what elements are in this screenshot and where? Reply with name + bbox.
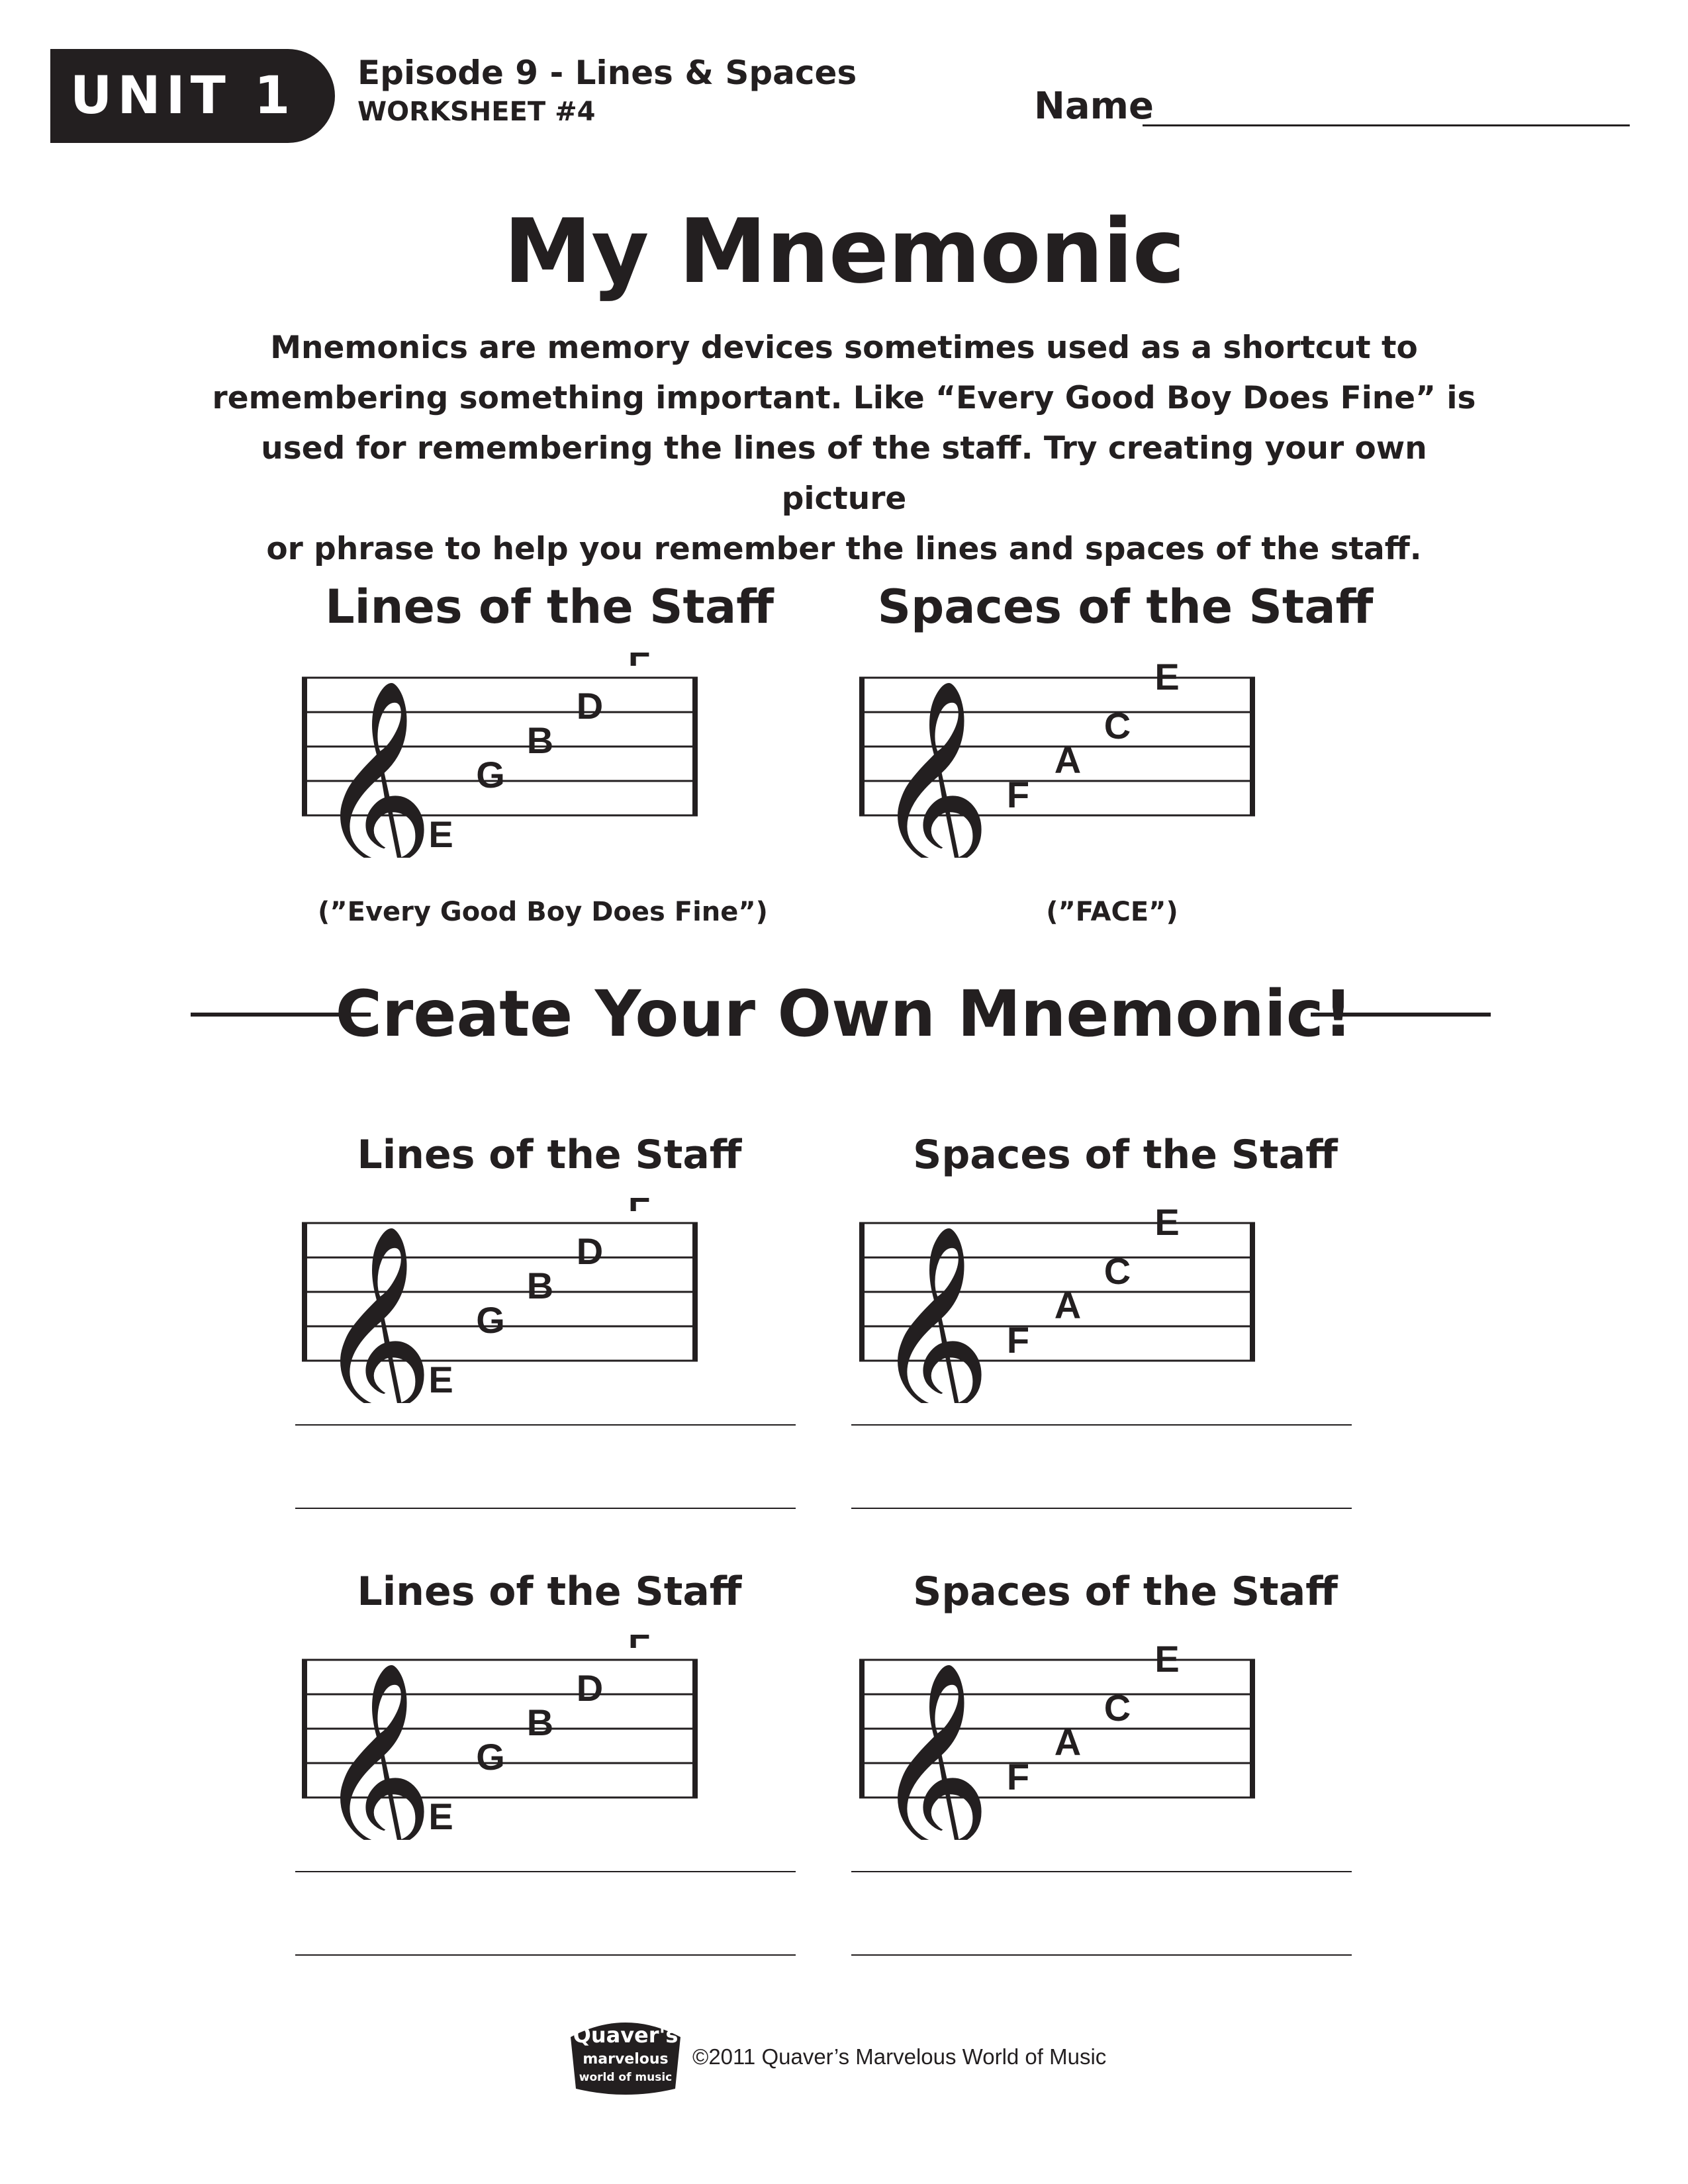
treble-clef-icon: 𝄞 bbox=[316, 1660, 434, 1840]
practice-spaces-heading: Spaces of the Staff bbox=[913, 1569, 1338, 1615]
note-letter: F bbox=[628, 1635, 651, 1656]
unit-label: UNIT 1 bbox=[70, 66, 296, 126]
episode-title: Episode 9 - Lines & Spaces bbox=[357, 54, 857, 92]
treble-clef-icon: 𝄞 bbox=[874, 1660, 992, 1840]
staff-svg bbox=[859, 1635, 1263, 1840]
intro-line: Mnemonics are memory devices sometimes used as a shortcut to bbox=[270, 330, 1418, 366]
practice-lines-staff bbox=[302, 1198, 706, 1406]
treble-clef-icon: 𝄞 bbox=[316, 1223, 434, 1403]
worksheet-number: WORKSHEET #4 bbox=[357, 97, 596, 127]
spaces-heading: Spaces of the Staff bbox=[877, 580, 1374, 634]
note-letter: F bbox=[1006, 1319, 1030, 1361]
answer-line[interactable] bbox=[851, 1871, 1352, 1872]
answer-line[interactable] bbox=[295, 1424, 796, 1426]
page-title: My Mnemonic bbox=[503, 200, 1185, 303]
lines-staff bbox=[302, 653, 706, 860]
divider-right bbox=[1311, 1013, 1491, 1017]
note-letter: G bbox=[476, 1736, 505, 1778]
note-letter: F bbox=[1006, 1756, 1030, 1797]
note-letter: E bbox=[428, 813, 453, 855]
answer-line[interactable] bbox=[851, 1424, 1352, 1426]
answer-line[interactable] bbox=[295, 1954, 796, 1956]
staff-svg bbox=[859, 653, 1263, 858]
logo-text: world of music bbox=[579, 2071, 673, 2084]
treble-clef-icon: 𝄞 bbox=[874, 1223, 992, 1403]
lines-heading: Lines of the Staff bbox=[325, 580, 774, 634]
note-letter: E bbox=[1154, 1201, 1180, 1243]
answer-line[interactable] bbox=[295, 1508, 796, 1509]
note-letter: D bbox=[576, 685, 604, 727]
practice-lines-heading: Lines of the Staff bbox=[357, 1132, 742, 1178]
note-letter: C bbox=[1103, 1250, 1131, 1292]
note-letter: C bbox=[1103, 1687, 1131, 1729]
note-letter: D bbox=[576, 1230, 604, 1272]
treble-clef-icon: 𝄞 bbox=[316, 678, 434, 858]
answer-line[interactable] bbox=[851, 1954, 1352, 1956]
spaces-mnemonic-caption: (”FACE”) bbox=[1046, 897, 1178, 927]
note-letter: E bbox=[428, 1359, 453, 1400]
note-letter: A bbox=[1054, 1721, 1082, 1763]
staff-svg bbox=[302, 1635, 706, 1840]
note-letter: G bbox=[476, 1299, 505, 1341]
practice-lines-staff bbox=[302, 1635, 706, 1843]
quaver-logo bbox=[563, 2011, 688, 2099]
copyright: ©2011 Quaver’s Marvelous World of Music bbox=[692, 2044, 1107, 2069]
note-letter: B bbox=[526, 719, 554, 761]
note-letter: C bbox=[1103, 705, 1131, 747]
treble-clef-icon: 𝄞 bbox=[874, 678, 992, 858]
note-letter: D bbox=[576, 1667, 604, 1709]
unit-badge bbox=[50, 49, 335, 143]
logo-text: marvelous bbox=[583, 2051, 669, 2068]
name-field[interactable] bbox=[1143, 124, 1630, 126]
practice-spaces-staff bbox=[859, 1635, 1263, 1843]
note-letter: A bbox=[1054, 1285, 1082, 1326]
note-letter: E bbox=[1154, 1638, 1180, 1680]
create-heading: Create Your Own Mnemonic! bbox=[335, 977, 1353, 1051]
practice-spaces-staff bbox=[859, 1198, 1263, 1406]
note-letter: G bbox=[476, 754, 505, 796]
note-letter: B bbox=[526, 1702, 554, 1743]
note-letter: F bbox=[628, 1198, 651, 1219]
staff-svg bbox=[302, 653, 706, 858]
staff-svg bbox=[302, 1198, 706, 1403]
note-letter: E bbox=[1154, 656, 1180, 698]
answer-line[interactable] bbox=[851, 1508, 1352, 1509]
practice-lines-heading: Lines of the Staff bbox=[357, 1569, 742, 1615]
note-letter: F bbox=[1006, 774, 1030, 815]
intro-paragraph bbox=[199, 323, 1489, 574]
logo-text: Quaver's bbox=[573, 2023, 679, 2048]
intro-line: remembering something important. Like “Every Good Boy Does Fine” is bbox=[212, 380, 1476, 416]
note-letter: A bbox=[1054, 739, 1082, 781]
note-letter: F bbox=[628, 653, 651, 674]
staff-svg bbox=[859, 1198, 1263, 1403]
name-label: Name bbox=[1034, 85, 1154, 128]
lines-mnemonic-caption: (”Every Good Boy Does Fine”) bbox=[318, 897, 768, 927]
answer-line[interactable] bbox=[295, 1871, 796, 1872]
intro-line: used for remembering the lines of the staff. Try creating your own picture bbox=[261, 430, 1427, 517]
spaces-staff bbox=[859, 653, 1263, 860]
note-letter: E bbox=[428, 1796, 453, 1837]
note-letter: B bbox=[526, 1265, 554, 1306]
practice-spaces-heading: Spaces of the Staff bbox=[913, 1132, 1338, 1178]
intro-line: or phrase to help you remember the lines and spaces of the staff. bbox=[266, 531, 1422, 567]
